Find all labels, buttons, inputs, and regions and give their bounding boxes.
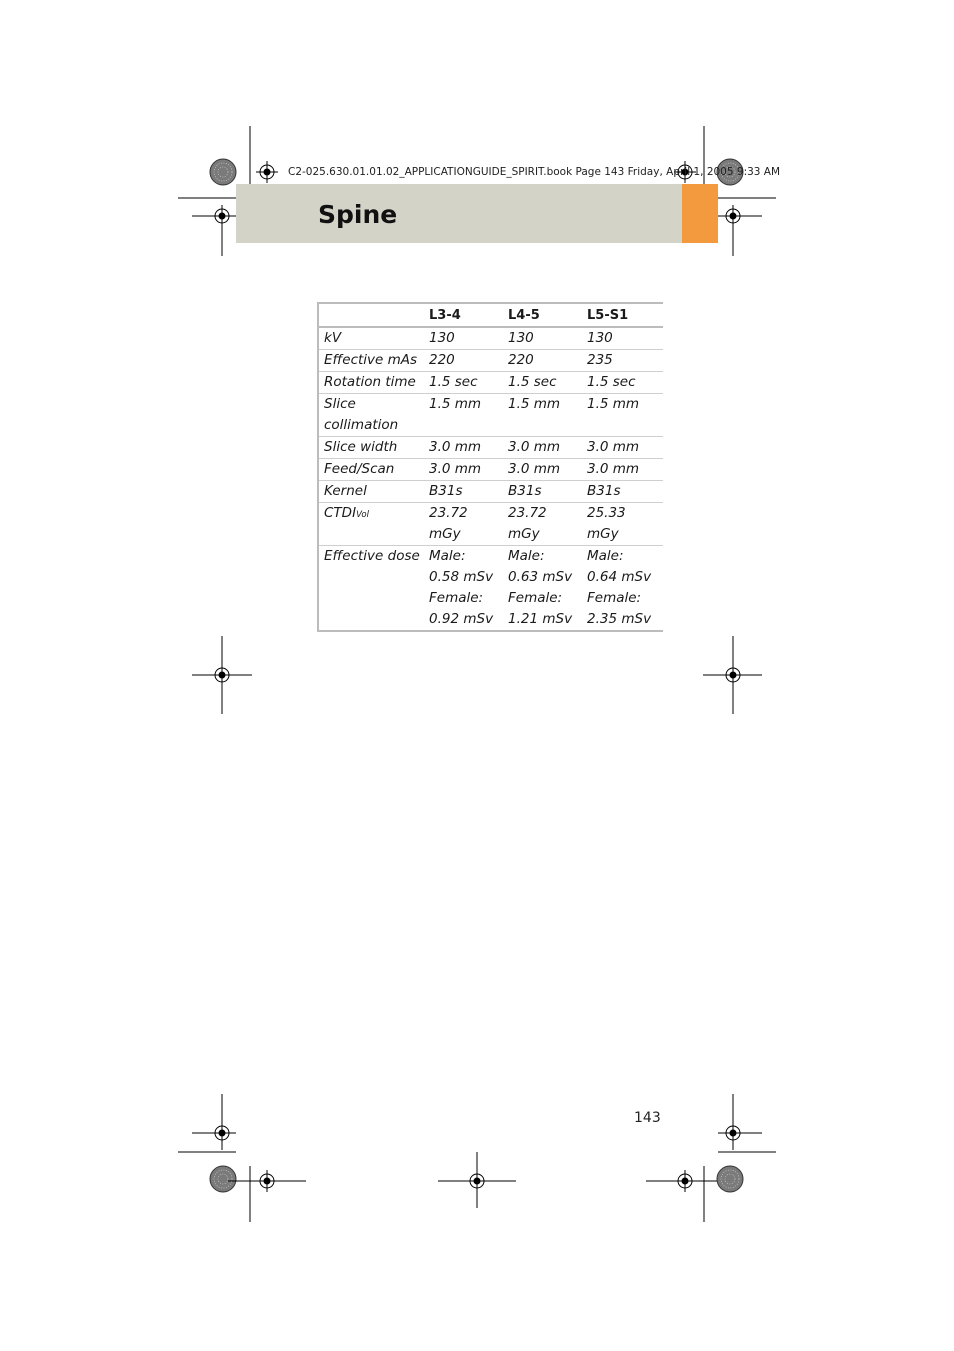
cell: [503, 503, 582, 546]
table-row: [319, 546, 663, 632]
row-label: Effective mAs: [324, 352, 418, 368]
cell: 3.0 mm: [429, 439, 482, 455]
table-row: [319, 372, 663, 394]
table-row: [319, 394, 663, 437]
cell: 1.5 mm: [508, 396, 561, 412]
table-row: [319, 503, 663, 546]
page-title: Spine: [318, 200, 398, 229]
row-label: Slice width: [324, 439, 398, 455]
row-label: Rotation time: [324, 374, 416, 390]
cell: 1.5 mm: [429, 396, 482, 412]
row-label: Feed/Scan: [324, 461, 395, 477]
cell: 220: [429, 352, 455, 368]
cell-line: Male:: [587, 548, 624, 564]
cell-line: Male:: [429, 548, 466, 564]
cell-line: 1.21 mSv: [508, 611, 573, 627]
cell: 1.5 sec: [587, 374, 636, 390]
cell-line: 0.92 mSv: [429, 611, 494, 627]
cell: [582, 546, 663, 632]
cell: B31s: [429, 483, 463, 499]
cell: [582, 503, 663, 546]
title-bar: [236, 184, 682, 243]
table-row: [319, 327, 663, 350]
accent-tab: [682, 184, 718, 243]
table-header-row: [319, 303, 663, 327]
print-header: C2-025.630.01.01.02_APPLICATIONGUIDE_SPIRIT.book Page 143 Friday, April 1, 2005 9:33 AM: [288, 166, 781, 178]
cell-line: mGy: [429, 526, 461, 542]
cell: 1.5 mm: [587, 396, 640, 412]
row-label: kV: [324, 330, 342, 346]
cell: 235: [587, 352, 613, 368]
table-row: [319, 437, 663, 459]
row-label-line1: Slice: [324, 396, 356, 412]
cell: [424, 503, 503, 546]
cell: 3.0 mm: [508, 461, 561, 477]
cell: B31s: [587, 483, 621, 499]
parameter-table-wrapper: [317, 302, 663, 632]
cell-line: 2.35 mSv: [587, 611, 652, 627]
cell-line: 25.33: [587, 505, 626, 521]
cell: B31s: [508, 483, 542, 499]
table-row: [319, 350, 663, 372]
cell: 3.0 mm: [587, 439, 640, 455]
row-label: Effective dose: [324, 548, 420, 564]
cell: 130: [587, 330, 613, 346]
row-label: Kernel: [324, 483, 367, 499]
row-label: [319, 503, 424, 546]
cell: 1.5 sec: [508, 374, 557, 390]
cell-line: mGy: [587, 526, 619, 542]
row-label: [319, 394, 424, 437]
cell-line: 0.63 mSv: [508, 569, 573, 585]
table-row: [319, 481, 663, 503]
cell: 130: [429, 330, 455, 346]
header-l4-5: L4-5: [508, 308, 540, 323]
ctdi-label: CTDI: [324, 505, 357, 521]
cell-line: Female:: [508, 590, 563, 606]
cell: 1.5 sec: [429, 374, 478, 390]
cell: 130: [508, 330, 534, 346]
cell-line: 0.58 mSv: [429, 569, 494, 585]
cell: 3.0 mm: [587, 461, 640, 477]
header-l3-4: L3-4: [429, 308, 461, 323]
header-l5-s1: L5-S1: [587, 308, 629, 323]
cell-line: Female:: [587, 590, 642, 606]
cell-line: 23.72: [508, 505, 547, 521]
parameter-table: [319, 302, 663, 632]
header-param: [319, 303, 424, 327]
row-label-line2: collimation: [324, 417, 399, 433]
cell-line: Female:: [429, 590, 484, 606]
cell: 3.0 mm: [429, 461, 482, 477]
cell: 3.0 mm: [508, 439, 561, 455]
cell-line: 0.64 mSv: [587, 569, 652, 585]
cell-line: mGy: [508, 526, 540, 542]
cell-line: Male:: [508, 548, 545, 564]
table-row: [319, 459, 663, 481]
ctdi-subscript: Vol: [356, 510, 369, 520]
page-number: 143: [634, 1110, 661, 1126]
cell: [503, 546, 582, 632]
cell: 220: [508, 352, 534, 368]
cell-line: 23.72: [429, 505, 468, 521]
cell: [424, 546, 503, 632]
